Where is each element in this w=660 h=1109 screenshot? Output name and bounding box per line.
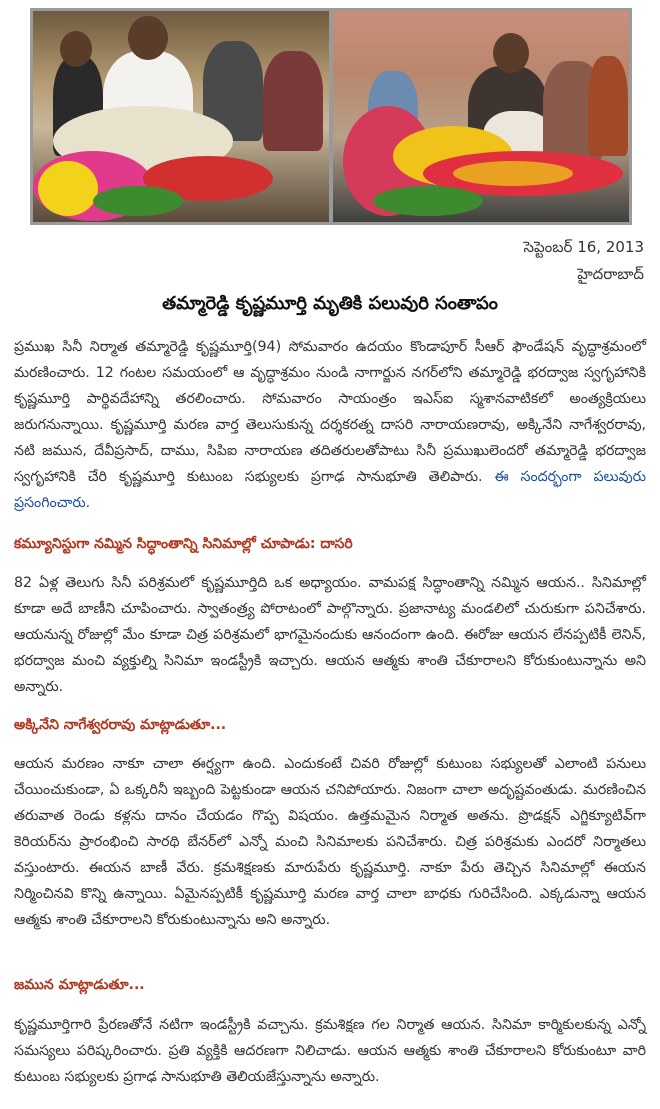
article-title: తమ్మారెడ్డి కృష్ణమూర్తి మృతికి పలువురి సంతాపం [162, 293, 498, 314]
tribute-photo-left [33, 11, 329, 222]
intro-link-text: ఈ సందర్భంగా పలువురు ప్రసంగించారు. [14, 469, 646, 511]
intro-text: ప్రముఖ సినీ నిర్మాత తమ్మారెడ్డి కృష్ణమూర్తి(94) సోమవారం ఉదయం కొండాపూర్ సీఆర్ ఫౌండేషన్ వృద్ధాశ్రమంలో మరణించారు. 12 గంటల సమయంలో ఆ వృద్ధాశ్రమం నుండి నాగార్జున నగర్‌లోని తమ్మారెడ్డి భరద్వాజ స్వగృహానికి కృష్ణమూర్తి పార్థివదేహాన్ని తరలించారు. సోమవారం సాయంత్రం ఇఎస్ఐ స్మశానవాటికలో అంత్యక్రియలు జరుగనున్నాయి. కృష్ణమూర్తి మరణ వార్త తెలుసుకున్న దర్శకరత్న దాసరి నారాయణరావు, అక్కినేని నాగేశ్వరరావు, నటి జమున, దేవీప్రసాద్, దాము, సిపిఐ నారాయణ తదితరులతోపాటు సినీ ప్రముఖులెందరో తమ్మారెడ్డి భరద్వాజ స్వగృహానికి చేరి కృష్ణమూర్తి కుటుంబ సభ్యులకు ప్రగాఢ సానుభూతి తెలిపారు. [14, 339, 646, 485]
person-head [128, 16, 168, 60]
article-dateline-city: హైదరాబాద్ [577, 265, 644, 283]
section-body-jamuna: కృష్ణమూర్తిగారి ప్రేరణతోనే నటిగా ఇండస్ట్రీకి వచ్చాను. క్రమశిక్షణ గల నిర్మాత ఆయన. సినిమా కార్మికులకున్న ఎన్నో సమస్యలు పరిష్కరించారు. ప్రతి వ్యక్తికి ఆదరణగా నిలిచాడు. ఆయన ఆత్మకు శాంతి చేకూరాలని కోరుకుంటూ వారి కుటుంబ సభ్యులకు ప్రగాఢ సానుభూతి తెలియజేస్తున్నాను అన్నారు. [14, 1017, 646, 1085]
person-head [60, 31, 92, 67]
intro-paragraph [14, 334, 646, 516]
person-figure [588, 56, 628, 156]
flower-leaves [373, 186, 483, 216]
section-heading-dasari: కమ్యూనిస్టుగా నమ్మిన సిద్ధాంతాన్ని సినిమాల్లో చూపాడు: దాసరి [14, 536, 353, 552]
section-heading-anr: అక్కినేని నాగేశ్వరరావు మాట్లాడుతూ... [14, 717, 227, 733]
flower-leaves [93, 186, 183, 216]
flower-garland [38, 161, 98, 216]
person-head [493, 33, 529, 73]
tribute-photo-right [333, 11, 629, 222]
section-body-dasari: 82 ఏళ్ల తెలుగు సినీ పరిశ్రమలో కృష్ణమూర్తిది ఒక అధ్యాయం. వామపక్ష సిద్ధాంతాన్ని నమ్మిన ఆయన.. సినిమాల్లో కూడా అదే బాణీని చూపించారు. స్వాతంత్ర్య పోరాటంలో పాల్గొన్నారు. ప్రజానాట్య మండలిలో చురుకుగా పనిచేశారు. ఆయనున్న రోజుల్లో మేం కూడా చిత్ర పరిశ్రమలో భాగమైనందుకు ఆనందంగా ఉంది. ఈరోజు ఆయన లేనప్పటికీ లెనిన్, భరద్వాజ మంచి వ్యక్తుల్ని సినిమా ఇండస్ట్రీకి ఇచ్చారు. ఆయన ఆత్మకు శాంతి చేకూరాలని కోరుకుంటున్నాను అని అన్నారు. [14, 575, 646, 695]
section-heading-jamuna: జమున మాట్లాడుతూ... [14, 977, 145, 993]
person-figure [263, 51, 323, 151]
section-body-anr: ఆయన మరణం నాకూ చాలా ఈర్ష్యగా ఉంది. ఎందుకంటే చివరి రోజుల్లో కుటుంబ సభ్యులతో ఎలాంటి పనులు చేయించుకుండా, ఏ ఒక్కరినీ ఇబ్బంది పెట్టకుండా ఆయన చనిపోయారు. నిజంగా చాలా అదృష్టవంతుడు. మరణించిన తరువాత రెండు కళ్లను దానం చేయడం గొప్ప విషయం. ఉత్తమమైన నిర్మాత అతను. ప్రొడక్షన్ ఎగ్జిక్యూటివ్‌గా కెరియర్‌ను ప్రారంభించి సారథి బేనర్‌లో ఎన్నో మంచి సినిమాలకు పనిచేశారు. చిత్ర పరిశ్రమకు ఎందరో నిర్మాతలు వస్తుంటారు. ఈయన బాణీ వేరు. క్రమశిక్షణకు మారుపేరు కృష్ణమూర్తి. నాకూ పేరు తెచ్చిన సినిమాల్లో ఈయన నిర్మించినవి కొన్ని ఉన్నాయి. ఏమైనప్పటికీ కృష్ణమూర్తి మరణ వార్త చాలా బాధకు గురిచేసింది. ఎక్కడున్నా ఆయన ఆత్మకు శాంతి చేకూరాలని కోరుకుంటున్నాను అని అన్నారు. [14, 756, 646, 928]
flower-garland [453, 161, 573, 186]
article-date: సెప్టెంబర్ 16, 2013 [523, 238, 644, 256]
photo-strip [30, 8, 632, 225]
